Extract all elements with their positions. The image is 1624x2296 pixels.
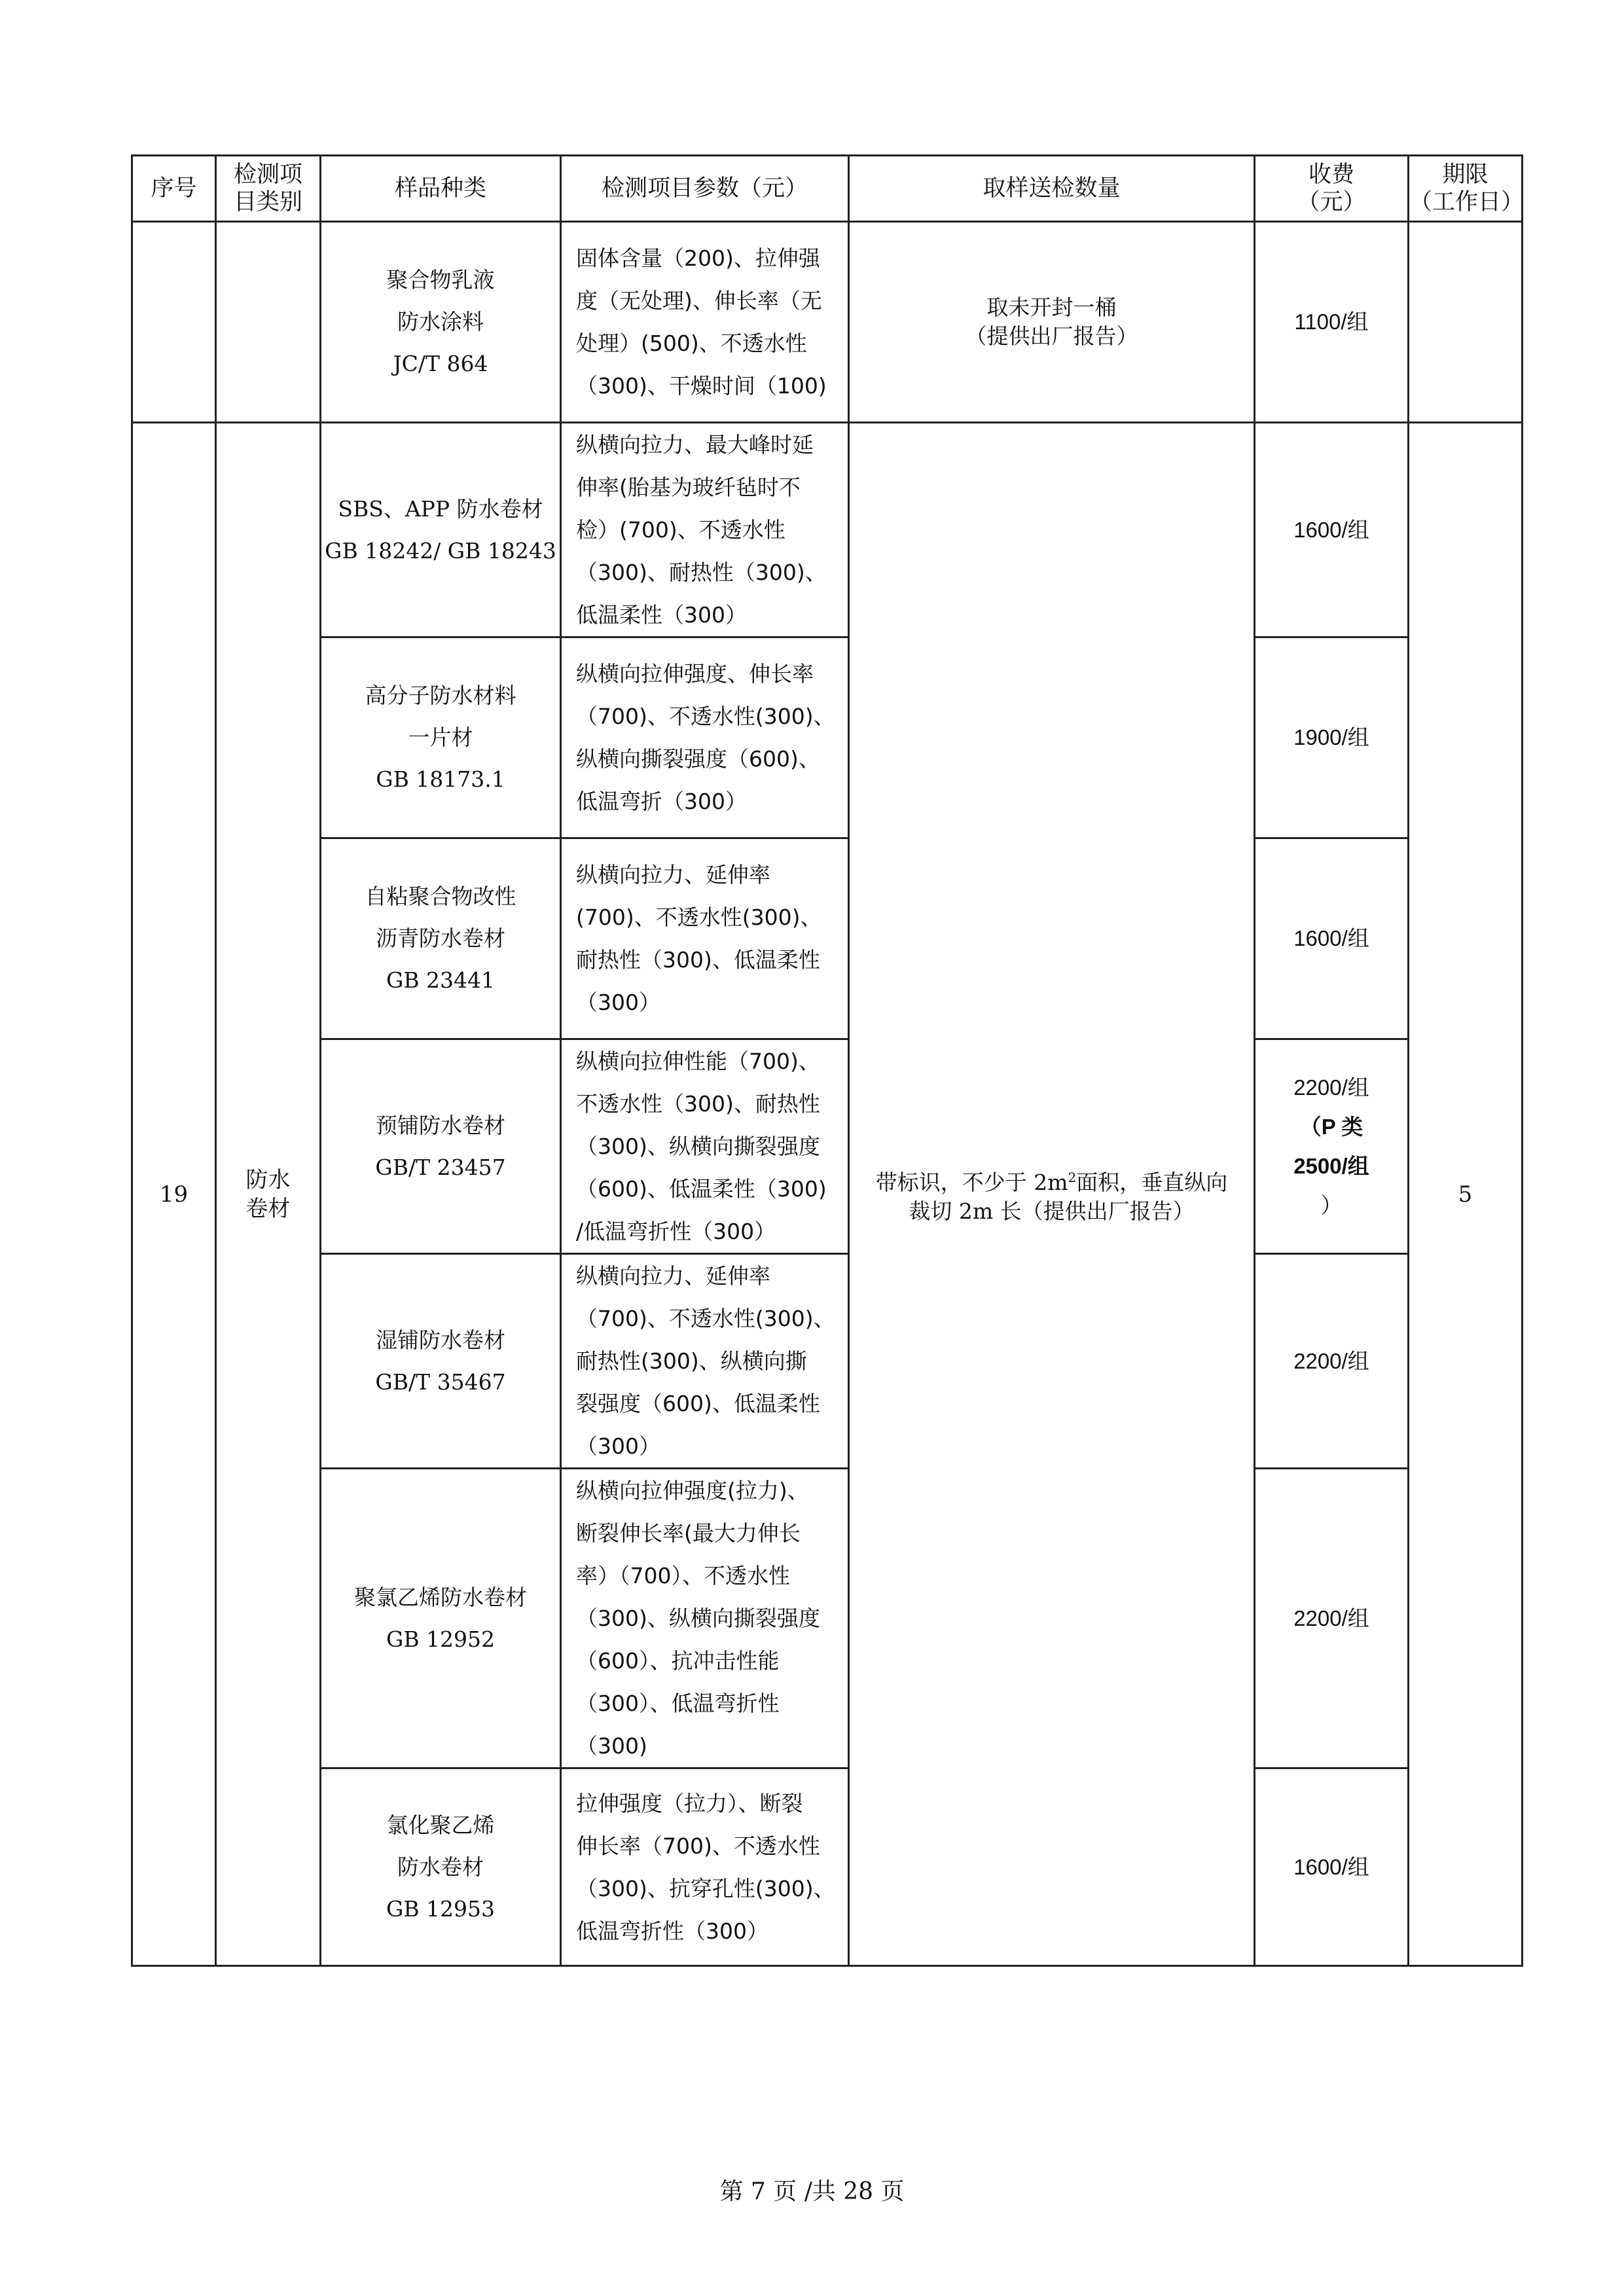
params-line: 伸长率（700)、不透水性 xyxy=(576,1833,820,1859)
params-line: 固体含量（200)、拉伸强 xyxy=(576,245,820,271)
sample-cell xyxy=(321,1469,561,1768)
sample-cell xyxy=(321,1768,561,1966)
fee-line: （P 类 xyxy=(1299,1114,1363,1139)
page-number: 第 7 页 /共 28 页 xyxy=(719,2178,905,2205)
table-row xyxy=(132,838,1523,1039)
params-cell xyxy=(561,423,849,637)
params-line: 纵横向拉力、最大峰时延 xyxy=(576,432,814,457)
sample-line: JC/T 864 xyxy=(393,351,488,376)
seq-cell: 19 xyxy=(132,423,216,1966)
fee-cell xyxy=(1255,1039,1409,1254)
sample-line: GB 23441 xyxy=(386,967,496,993)
header-sampling: 取样送检数量 xyxy=(849,156,1255,222)
category-line: 防水 xyxy=(245,1166,291,1193)
params-line: （300） xyxy=(576,1433,660,1459)
sampling-line: 裁切 2m 长（提供出厂报告） xyxy=(909,1198,1195,1224)
table-row xyxy=(132,1469,1523,1768)
params-line: 伸率(胎基为玻纤毡时不 xyxy=(576,475,801,500)
sample-line: 一片材 xyxy=(408,725,473,750)
sample-line: 聚氯乙烯防水卷材 xyxy=(354,1584,527,1610)
sample-line: GB 12953 xyxy=(386,1895,496,1922)
params-line: （300） xyxy=(576,990,660,1015)
fee-cell xyxy=(1255,1254,1409,1469)
params-line: 断裂伸长率(最大力伸长 xyxy=(576,1520,801,1546)
fee-line: 1600/组 xyxy=(1293,1854,1369,1879)
header-fee-line: （元） xyxy=(1297,189,1366,215)
table-row xyxy=(132,1039,1523,1254)
fee-cell xyxy=(1255,838,1409,1039)
sample-line: 防水卷材 xyxy=(397,1854,484,1880)
params-cell xyxy=(561,838,849,1039)
params-cell xyxy=(561,222,849,423)
params-line: （300)、抗穿孔性(300)、 xyxy=(576,1875,835,1901)
header-fee-line: 收费 xyxy=(1308,162,1354,188)
fee-line: 1900/组 xyxy=(1293,725,1369,749)
params-cell xyxy=(561,1039,849,1254)
sample-line: SBS、APP 防水卷材 xyxy=(338,495,543,522)
sample-line: 沥青防水卷材 xyxy=(376,925,505,951)
params-line: 度（无处理)、伸长率（无 xyxy=(576,288,822,314)
table-row xyxy=(132,222,1523,423)
fee-cell xyxy=(1255,1469,1409,1768)
fee-line: 2200/组 xyxy=(1293,1075,1369,1100)
params-line: 拉伸强度（拉力）、断裂 xyxy=(576,1790,803,1816)
period-cell xyxy=(1409,222,1523,423)
params-line: （300）、低温弯折性 xyxy=(576,1691,780,1716)
sample-line: GB 18242/ GB 18243 xyxy=(325,537,556,564)
params-line: （700)、不透水性(300)、 xyxy=(576,1306,835,1331)
params-line: 检）(700)、不透水性 xyxy=(576,517,785,543)
sample-cell xyxy=(321,1039,561,1254)
params-line: （300)、纵横向撕裂强度 xyxy=(576,1605,820,1631)
sample-line: GB 12952 xyxy=(386,1626,496,1652)
params-line: （300)、纵横向撕裂强度 xyxy=(576,1134,820,1159)
params-line: 低温弯折（300） xyxy=(576,789,747,814)
params-line: （600)、低温柔性（300) xyxy=(576,1176,827,1202)
params-cell xyxy=(561,1254,849,1469)
sampling-line: 取未开封一桶 xyxy=(986,295,1117,320)
fee-cell xyxy=(1255,1768,1409,1966)
params-line: 纵横向拉力、延伸率 xyxy=(576,1263,770,1289)
header-category-line: 检测项 xyxy=(233,162,302,188)
category-line: 卷材 xyxy=(245,1195,291,1222)
sampling-text: 带标识，不少于 2m xyxy=(875,1169,1068,1195)
sampling-line xyxy=(850,1163,1254,1197)
params-cell xyxy=(561,1768,849,1966)
seq-cell xyxy=(132,222,216,423)
fee-line: 2200/组 xyxy=(1293,1348,1369,1373)
sampling-cell xyxy=(849,222,1255,423)
header-params: 检测项目参数（元） xyxy=(561,156,849,222)
sample-line: 氯化聚乙烯 xyxy=(386,1812,495,1838)
params-line: 率）（700）、不透水性 xyxy=(576,1563,790,1588)
sample-line: 高分子防水材料 xyxy=(365,683,516,708)
params-line: （600）、抗冲击性能 xyxy=(576,1648,780,1674)
table-row xyxy=(132,1254,1523,1469)
header-period-line: （工作日） xyxy=(1409,189,1525,215)
params-line: (700)、不透水性(300)、 xyxy=(576,905,822,930)
sample-cell xyxy=(321,1254,561,1469)
fee-line: ） xyxy=(1320,1193,1343,1217)
category-cell xyxy=(216,222,321,423)
params-line: （300)、耐热性（300)、 xyxy=(576,560,827,585)
params-line: 裂强度（600)、低温柔性 xyxy=(576,1391,820,1416)
header-period-line: 期限 xyxy=(1442,162,1489,188)
sample-line: 预铺防水卷材 xyxy=(376,1112,505,1138)
params-line: 纵横向拉伸强度、伸长率 xyxy=(576,661,814,687)
sample-line: 湿铺防水卷材 xyxy=(376,1327,505,1353)
params-line: /低温弯折性（300） xyxy=(576,1219,776,1244)
sample-line: 聚合物乳液 xyxy=(386,267,495,293)
params-cell xyxy=(561,1469,849,1768)
params-cell xyxy=(561,637,849,838)
fee-cell xyxy=(1255,222,1409,423)
sample-line: GB/T 23457 xyxy=(375,1154,506,1180)
superscript-two: 2 xyxy=(1068,1169,1077,1185)
sample-cell xyxy=(321,637,561,838)
sample-line: GB 18173.1 xyxy=(376,766,505,792)
params-line: （300)、干燥时间（100) xyxy=(576,373,827,399)
sample-cell xyxy=(321,222,561,423)
sample-line: 防水涂料 xyxy=(397,309,484,334)
sampling-text: 面积，垂直纵向 xyxy=(1076,1169,1228,1195)
params-line: 耐热性(300)、纵横向撕 xyxy=(576,1348,807,1374)
sample-line: GB/T 35467 xyxy=(375,1369,506,1395)
sample-cell xyxy=(321,423,561,637)
header-seq: 序号 xyxy=(132,156,216,222)
params-line: 处理）(500)、不透水性 xyxy=(576,331,807,356)
params-line: 纵横向拉力、延伸率 xyxy=(576,862,770,888)
table-row xyxy=(132,423,1523,637)
fee-line: 1600/组 xyxy=(1293,926,1369,950)
sampling-line: （提供出厂报告） xyxy=(965,323,1138,349)
params-line: 纵横向拉伸性能（700)、 xyxy=(576,1049,820,1074)
params-line: 低温柔性（300） xyxy=(576,602,747,628)
header-fee xyxy=(1255,156,1409,222)
fee-line: 1100/组 xyxy=(1294,310,1369,334)
fee-line: 1600/组 xyxy=(1293,517,1369,542)
sample-cell xyxy=(321,838,561,1039)
params-line: 低温弯折性（300） xyxy=(576,1918,768,1944)
fee-line: 2500/组 xyxy=(1293,1153,1369,1178)
fee-cell xyxy=(1255,637,1409,838)
fee-cell xyxy=(1255,423,1409,637)
sampling-cell xyxy=(849,423,1255,1966)
params-line: 纵横向拉伸强度(拉力)、 xyxy=(576,1478,809,1503)
params-line: 耐热性（300)、低温柔性 xyxy=(576,947,820,973)
params-line: 不透水性（300)、耐热性 xyxy=(576,1091,820,1117)
period-cell: 5 xyxy=(1409,423,1523,1966)
table-row xyxy=(132,1768,1523,1966)
header-sample: 样品种类 xyxy=(321,156,561,222)
params-line: 纵横向撕裂强度（600)、 xyxy=(576,746,820,772)
category-cell xyxy=(216,423,321,1966)
sample-line: 自粘聚合物改性 xyxy=(365,884,516,909)
header-row xyxy=(132,156,1523,222)
fee-table xyxy=(131,154,1523,1967)
params-line: （300) xyxy=(576,1733,647,1759)
header-period xyxy=(1409,156,1523,222)
header-category xyxy=(216,156,321,222)
table-row xyxy=(132,637,1523,838)
header-category-line: 目类别 xyxy=(233,189,302,215)
params-line: （700)、不透水性(300)、 xyxy=(576,704,835,729)
fee-line: 2200/组 xyxy=(1293,1605,1369,1630)
